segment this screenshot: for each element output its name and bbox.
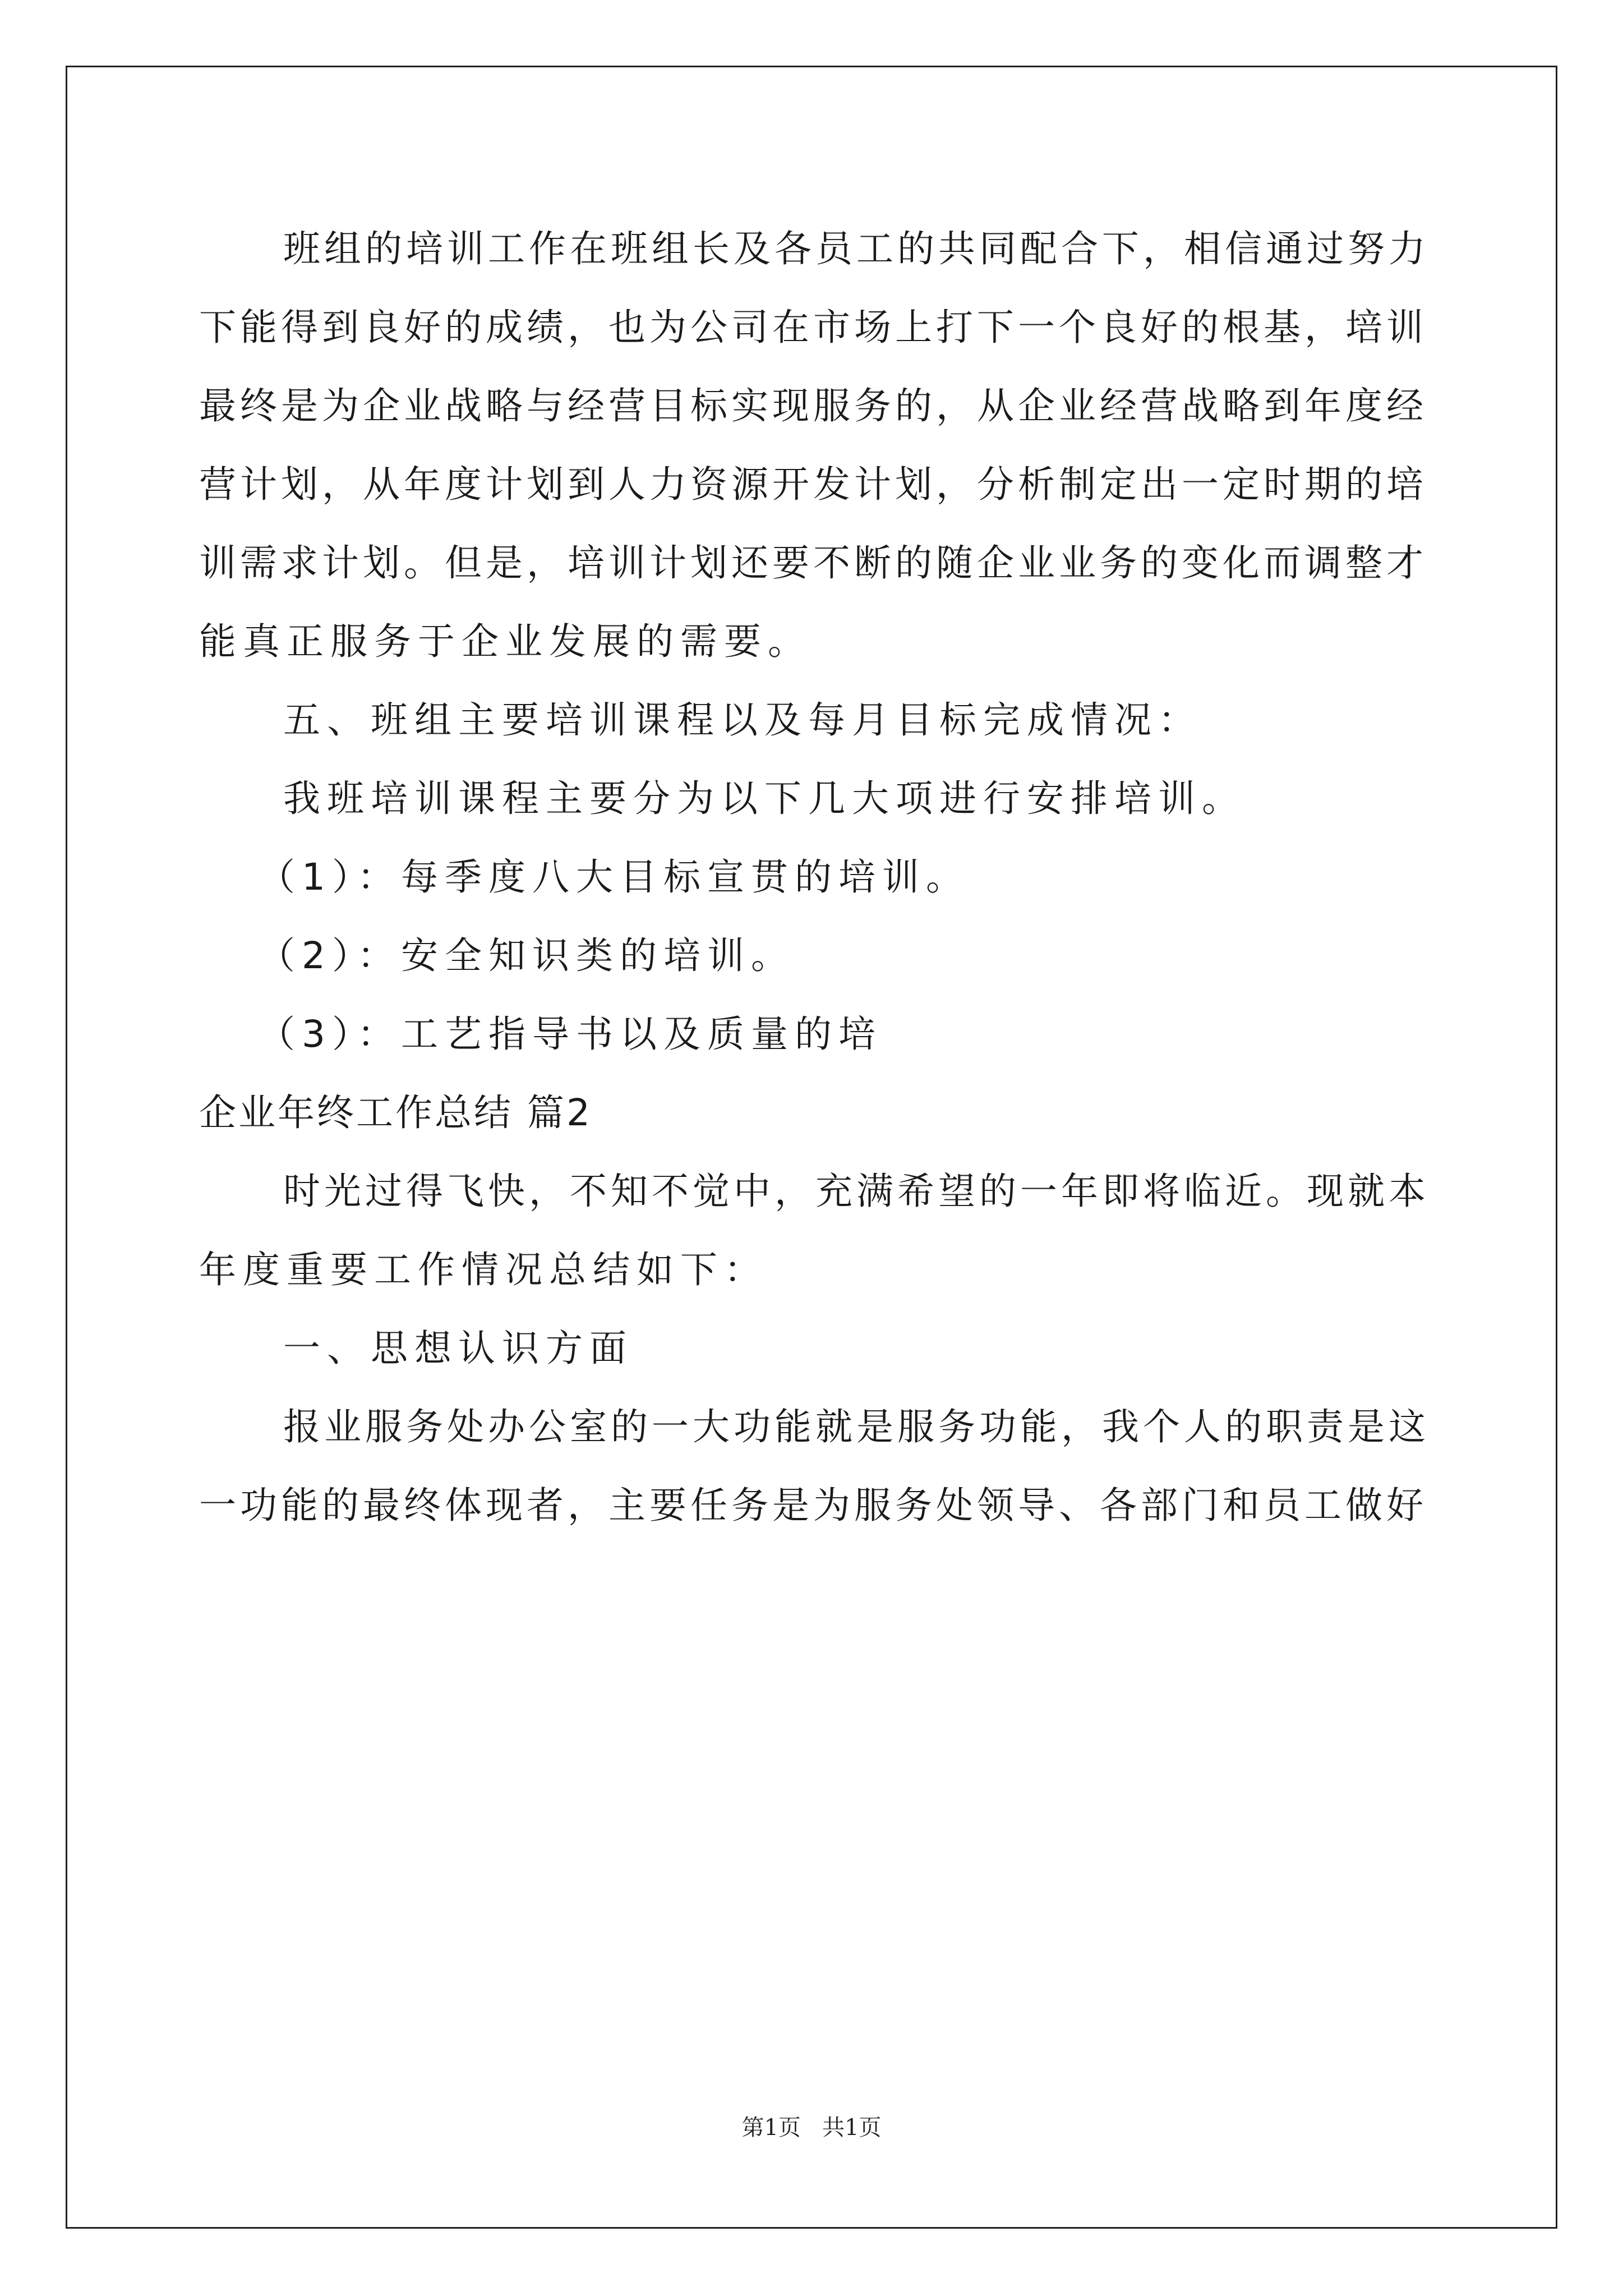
section-heading: 五、班组主要培训课程以及每月目标完成情况： [283, 698, 1202, 742]
section-heading: 一、思想认识方面 [283, 1327, 633, 1370]
list-item: （2）：安全知识类的培训。 [258, 934, 795, 977]
paragraph-line: 下能得到良好的成绩，也为公司在市场上打下一个良好的根基，培训 [199, 306, 1427, 349]
paragraph-line: 一功能的最终体现者，主要任务是为服务处领导、各部门和员工做好 [199, 1484, 1427, 1527]
paragraph-line: 训需求计划。但是，培训计划还要不断的随企业业务的变化而调整才 [199, 541, 1427, 585]
paragraph-line: 营计划，从年度计划到人力资源开发计划，分析制定出一定时期的培 [199, 463, 1427, 506]
paragraph-line: 能真正服务于企业发展的需要。 [199, 620, 811, 663]
paragraph-line: 年度重要工作情况总结如下： [199, 1248, 768, 1291]
list-item: （3）：工艺指导书以及质量的培 [258, 1013, 882, 1056]
paragraph-line: 时光过得飞快，不知不觉中，充满希望的一年即将临近。现就本 [283, 1170, 1430, 1213]
paragraph-line: 报业服务处办公室的一大功能就是服务功能，我个人的职责是这 [283, 1405, 1430, 1448]
article-title: 企业年终工作总结 篇2 [199, 1091, 592, 1134]
page-number-footer: 第1页 共1页 [741, 2115, 882, 2141]
paragraph-line: 班组的培训工作在班组长及各员工的共同配合下，相信通过努力 [283, 227, 1430, 270]
paragraph-line: 最终是为企业战略与经营目标实现服务的，从企业经营战略到年度经 [199, 384, 1427, 427]
list-item: （1）：每季度八大目标宣贯的培训。 [258, 855, 970, 899]
paragraph-line: 我班培训课程主要分为以下几大项进行安排培训。 [283, 777, 1246, 820]
